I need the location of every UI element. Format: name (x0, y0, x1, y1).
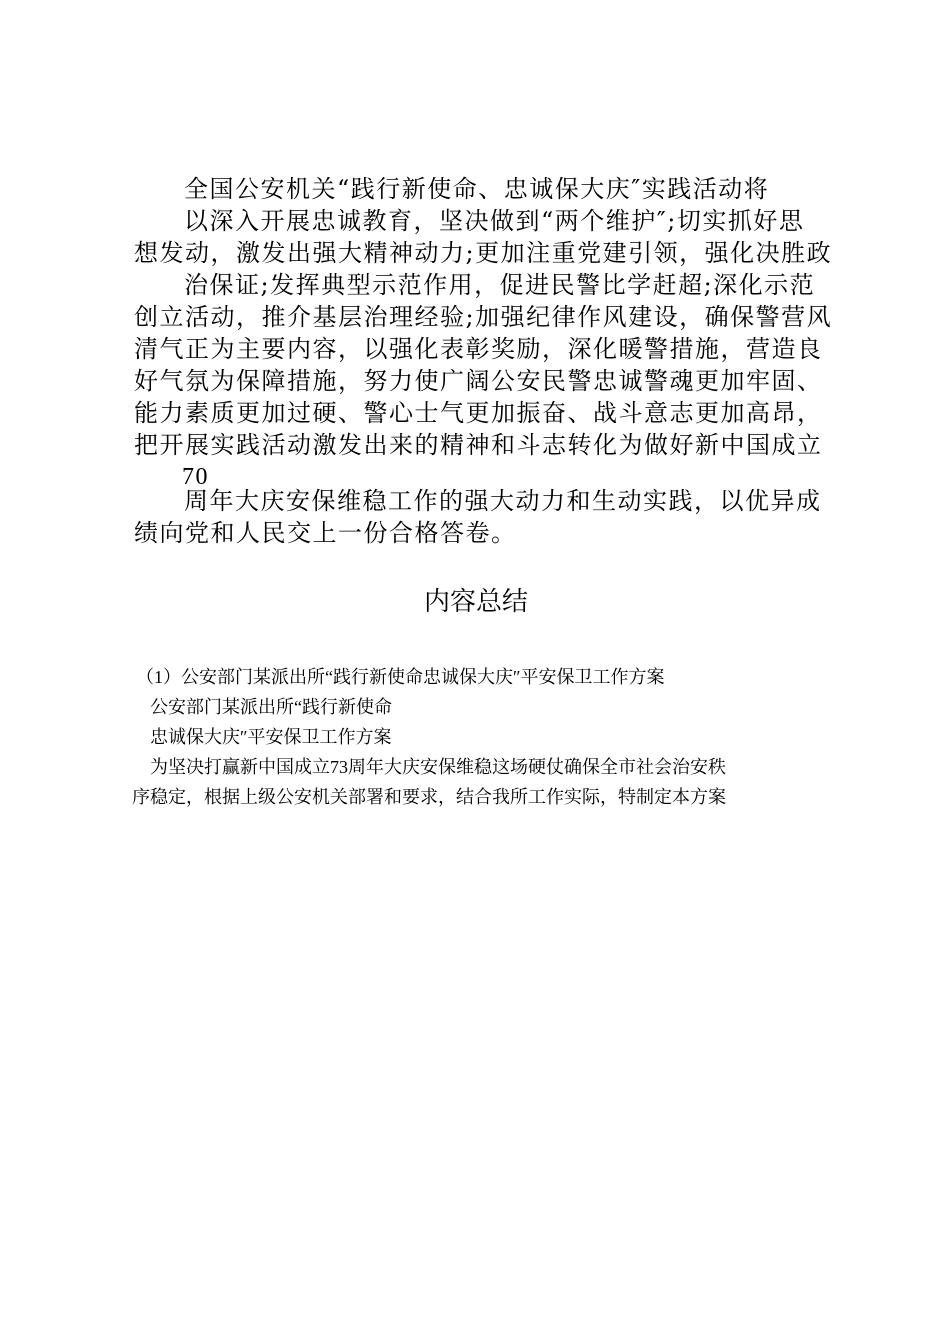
body-line: 全国公安机关“践行新使命、忠诚保大庆″实践活动将 (184, 175, 770, 203)
body-line: 周年大庆安保维稳工作的强大动力和生动实践，以优异成 (184, 487, 822, 515)
body-line: 清气正为主要内容，以强化表彰奖励，深化暖警措施，营造良 (134, 335, 823, 363)
body-line: 好气氛为保障措施，努力使广阔公安民警忠诚警魂更加牢固、 (134, 367, 823, 395)
body-line: 想发动，激发出强大精神动力;更加注重党建引领，强化决胜政 (134, 239, 833, 267)
body-line: 创立活动，推介基层治理经验;加强纪律作风建设，确保警营风 (134, 303, 833, 331)
body-line: 70 (182, 464, 209, 490)
summary-line: （1）公安部门某派出所“践行新使命忠诚保大庆″平安保卫工作方案 (136, 667, 665, 687)
body-line: 以深入开展忠诚教育，坚决做到“两个维护″;切实抓好思 (184, 207, 805, 235)
summary-line: 忠诚保大庆″平安保卫工作方案 (150, 727, 392, 747)
summary-line: 公安部门某派出所“践行新使命 (150, 697, 392, 717)
body-line: 能力素质更加过硬、警心士气更加振奋、战斗意志更加高昂， (134, 399, 823, 427)
body-line: 绩向党和人民交上一份合格答卷。 (134, 519, 517, 547)
summary-heading: 内容总结 (424, 587, 529, 616)
body-line: 治保证;发挥典型示范作用，促进民警比学赶超;深化示范 (184, 271, 816, 299)
summary-line: 为坚决打赢新中国成立73周年大庆安保维稳这场硬仗确保全市社会治安秩 (150, 757, 726, 777)
body-line: 把开展实践活动激发出来的精神和斗志转化为做好新中国成立 (134, 431, 823, 459)
summary-line: 序稳定，根据上级公安机关部署和要求，结合我所工作实际，特制定本方案 (132, 787, 726, 807)
